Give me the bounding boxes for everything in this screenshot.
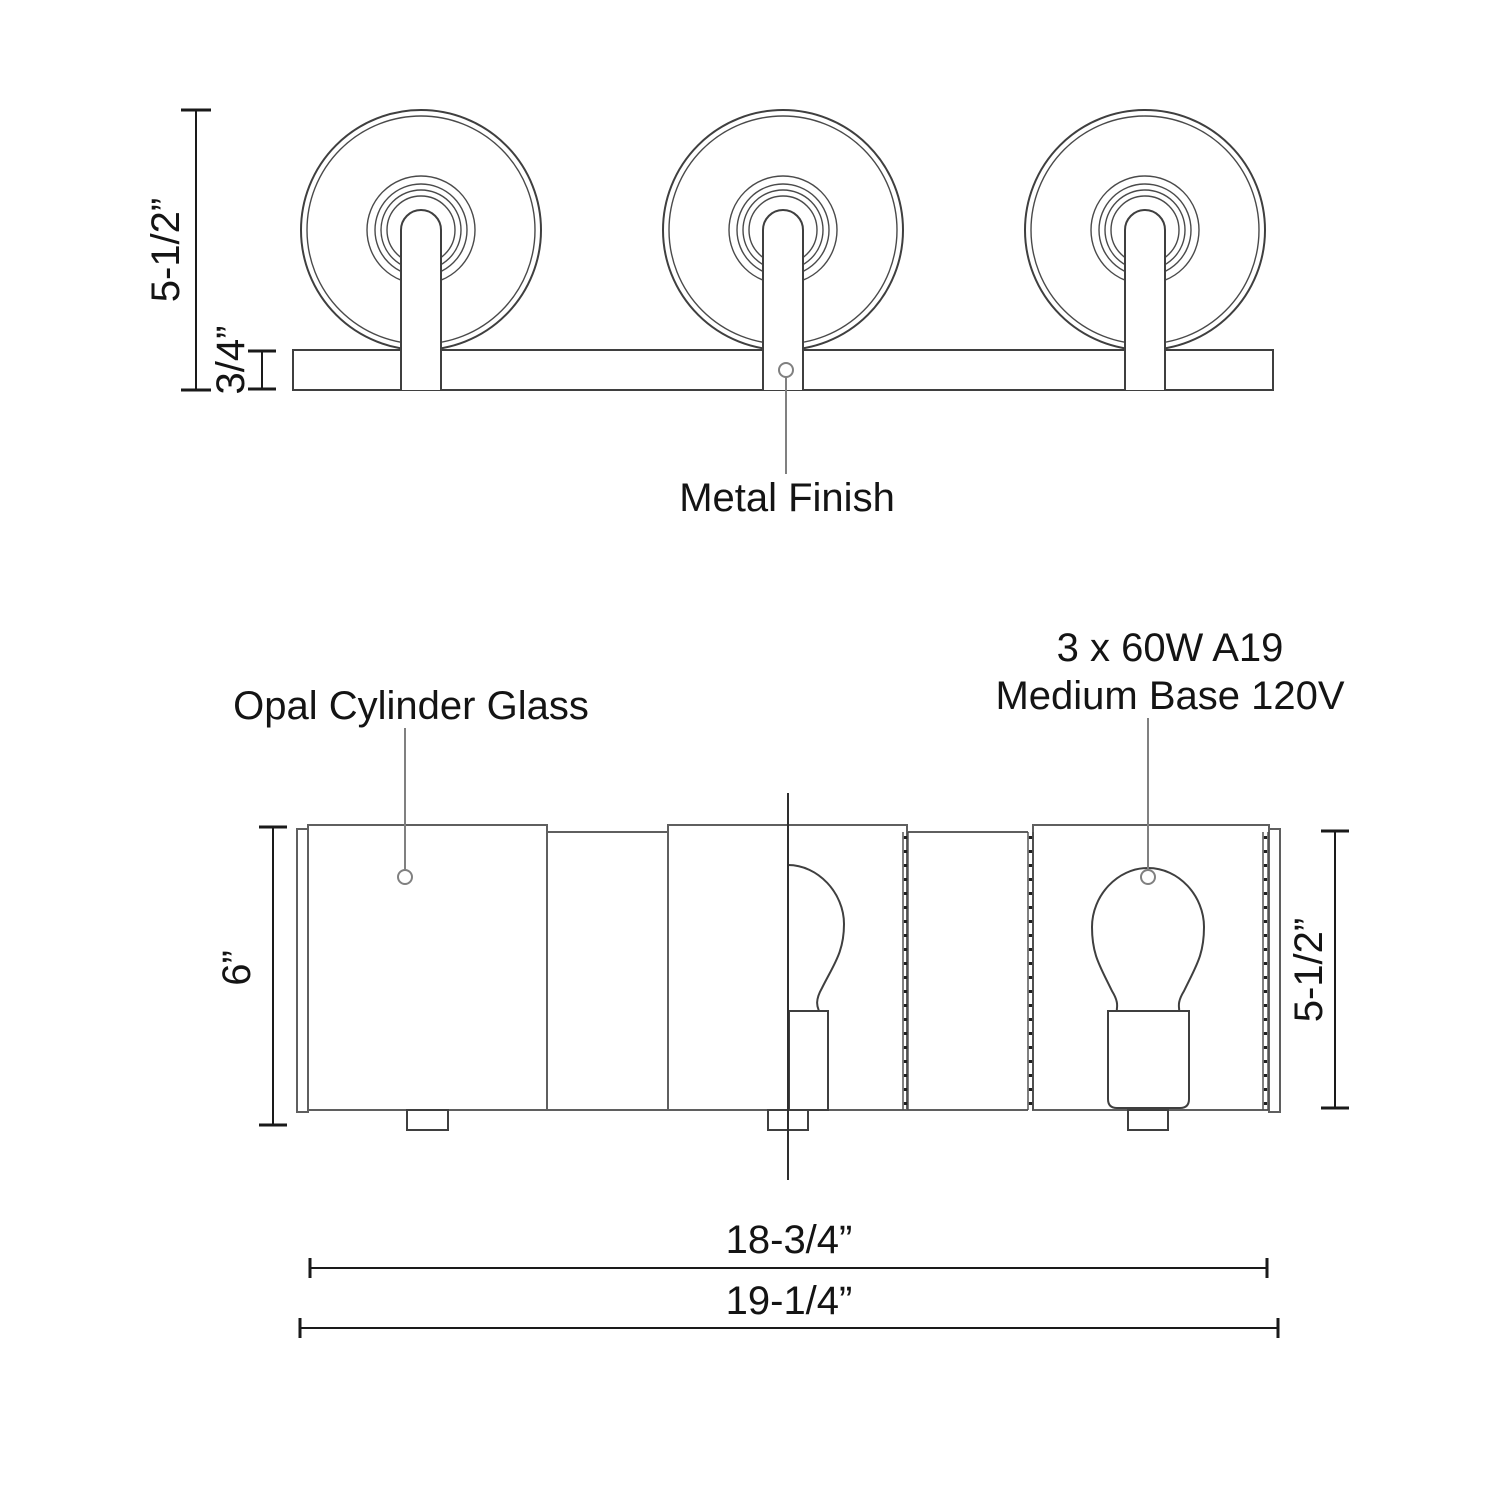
side-height-dimension [1287, 831, 1349, 1108]
metal-finish-leader-dot [779, 363, 793, 377]
metal-finish-label: Metal Finish [679, 476, 895, 520]
bottom-view [215, 626, 1349, 1338]
bulb-socket [1108, 1011, 1189, 1108]
socket-tab-1 [407, 1110, 448, 1130]
bulb-half-socket [789, 1011, 828, 1110]
opal-glass-label: Opal Cylinder Glass [233, 684, 589, 728]
lamp3-stem [1125, 210, 1165, 390]
glass-cylinder-1 [308, 825, 547, 1110]
glass-height-dimension [215, 827, 287, 1125]
backplate-right-edge [1269, 829, 1280, 1112]
dim-text-side-height: 5-1/2” [1287, 917, 1331, 1023]
inner-width-dimension [310, 1218, 1267, 1278]
lamp-spec-line2: Medium Base 120V [995, 674, 1345, 718]
overall-width-dimension [300, 1279, 1278, 1338]
dim-text-overall-width: 19-1/4” [725, 1279, 853, 1323]
dim-text-inner-width: 18-3/4” [725, 1218, 853, 1262]
opal-glass-leader-dot [398, 870, 412, 884]
socket-tab-3 [1128, 1110, 1168, 1130]
backplate-left-edge [297, 829, 308, 1112]
dim-text-glass-height: 6” [215, 950, 259, 986]
dim-text-overall-height: 5-1/2” [144, 197, 188, 303]
lamp-spec-line1: 3 x 60W A19 [1056, 626, 1284, 670]
lamp1-stem [401, 210, 441, 390]
top-view [144, 110, 1273, 520]
top-view-bar-thickness-dimension [209, 326, 276, 395]
lamp-spec-leader-dot [1141, 870, 1155, 884]
top-view-height-dimension [144, 110, 211, 390]
dim-text-bar-thickness: 3/4” [209, 325, 253, 395]
